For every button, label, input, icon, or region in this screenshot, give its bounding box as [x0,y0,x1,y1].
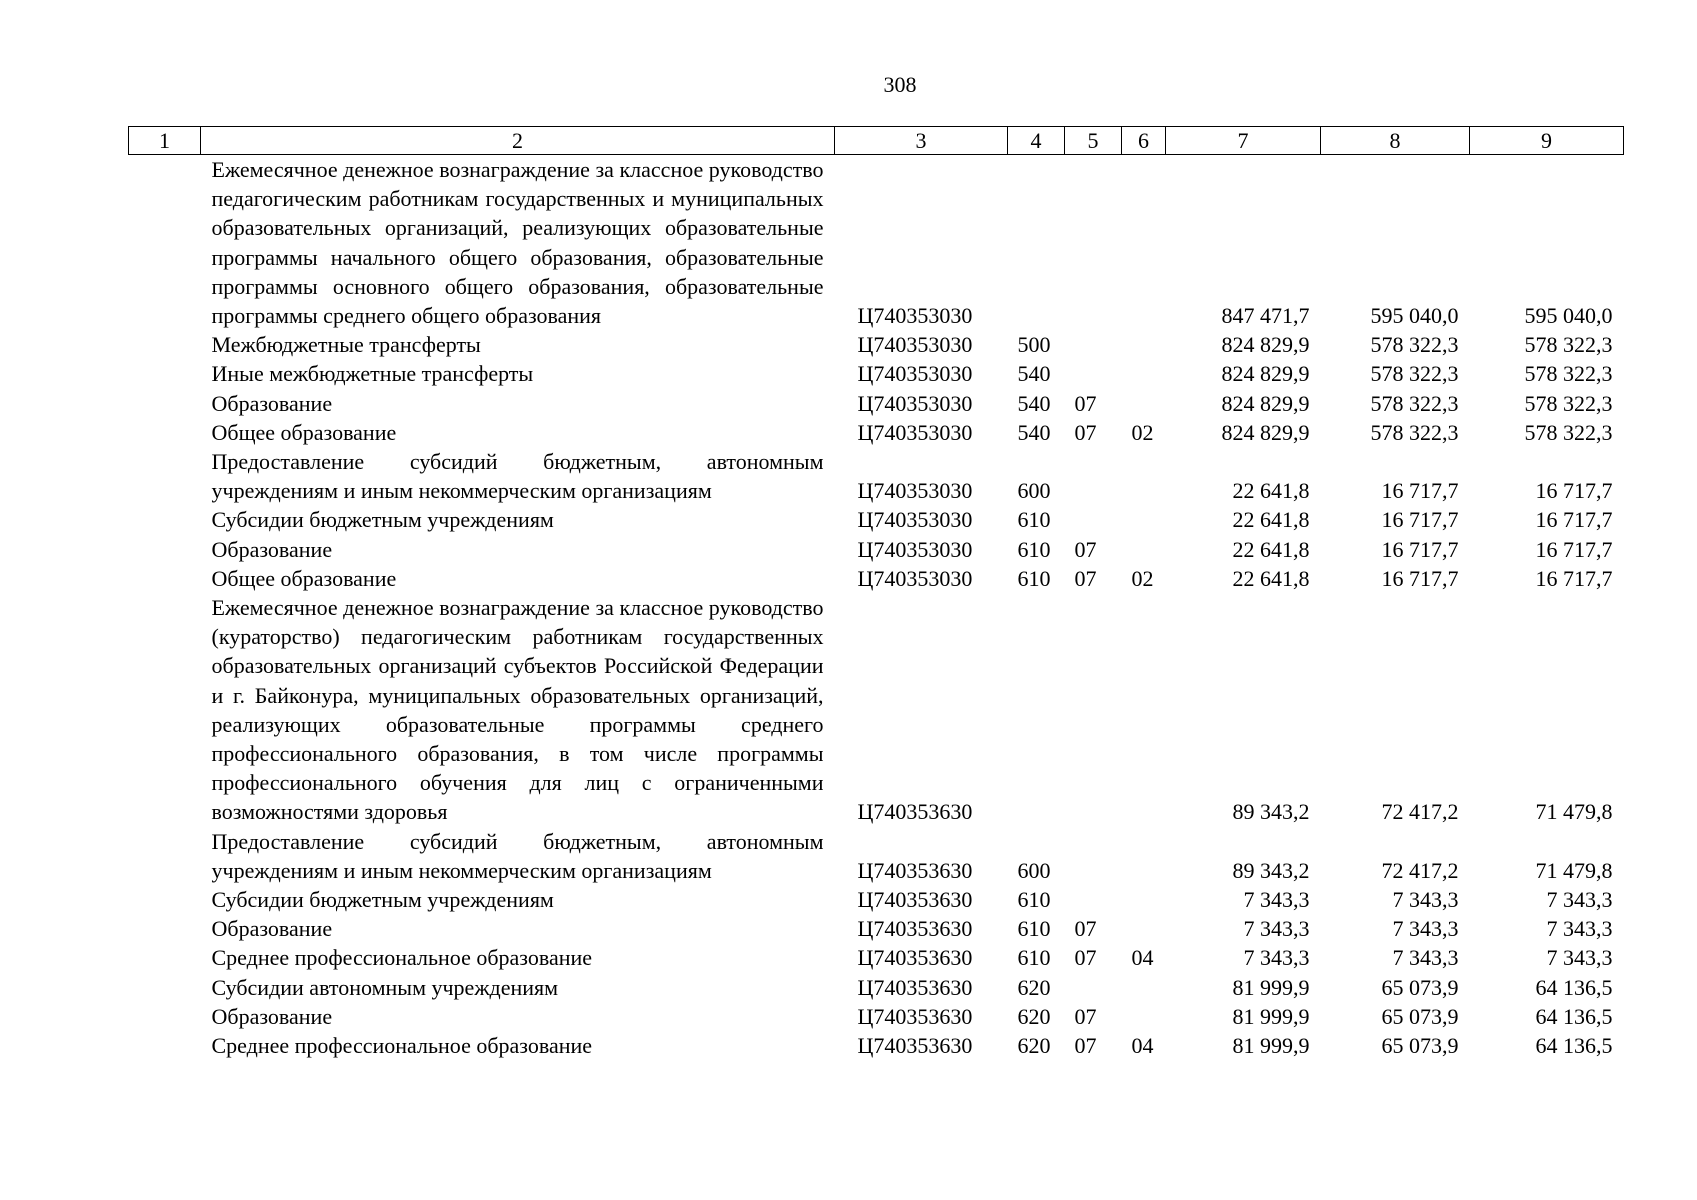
cell-amount-col7: 81 999,9 [1232,1003,1310,1029]
cell-target-code: Ц740353030 [857,390,973,416]
cell-amount-col7: 824 829,9 [1221,419,1310,445]
cell-expense-type: 610 [1017,887,1051,913]
cell-amount-col8: 65 073,9 [1381,1033,1459,1059]
cell-amount-col9: 16 717,7 [1535,507,1613,533]
cell-amount-col9: 7 343,3 [1546,916,1613,942]
cell-amount-col9: 7 343,3 [1546,945,1613,971]
cell-amount-col8: 578 322,3 [1370,419,1459,445]
table-row [129,535,1624,564]
cell-target-code: Ц740353030 [857,536,973,562]
cell-name: Межбюджетные трансферты [211,332,481,358]
table-row [129,827,1624,885]
cell-section: 07 [1074,536,1097,562]
cell-amount-col7: 7 343,3 [1243,916,1310,942]
cell-index [129,359,201,388]
table-row [129,885,1624,914]
cell-amount-col9: 71 479,8 [1535,799,1613,825]
cell-amount-col8: 595 040,0 [1370,303,1459,329]
cell-amount-col9: 578 322,3 [1524,361,1613,387]
cell-section: 07 [1074,565,1097,591]
cell-name: Субсидии бюджетным учреждениям [211,507,554,533]
cell-section: 07 [1074,1033,1097,1059]
cell-subsection [1122,593,1166,827]
cell-amount-col7: 824 829,9 [1221,332,1310,358]
cell-index [129,505,201,534]
cell-target-code: Ц740353030 [857,478,973,504]
cell-amount-col7: 81 999,9 [1232,974,1310,1000]
cell-subsection [1122,885,1166,914]
cell-target-code: Ц740353630 [857,1033,973,1059]
cell-amount-col7: 81 999,9 [1232,1033,1310,1059]
table-row [129,914,1624,943]
table-row [129,943,1624,972]
table-row [129,1002,1624,1031]
cell-section [1065,593,1122,827]
cell-section [1065,505,1122,534]
cell-amount-col9: 578 322,3 [1524,419,1613,445]
cell-section: 07 [1074,419,1097,445]
cell-name: Предоставление субсидий бюджетным, автономным учреждениям и иным некоммерческим организациям [211,449,824,504]
cell-amount-col9: 578 322,3 [1524,332,1613,358]
cell-amount-col8: 16 717,7 [1381,536,1459,562]
cell-expense-type [1008,593,1065,827]
cell-amount-col8: 7 343,3 [1392,887,1459,913]
cell-target-code: Ц740353030 [857,507,973,533]
cell-index [129,914,201,943]
cell-amount-col8: 16 717,7 [1381,507,1459,533]
cell-expense-type: 610 [1017,916,1051,942]
cell-name: Субсидии бюджетным учреждениям [211,887,554,913]
cell-amount-col9: 64 136,5 [1535,1003,1613,1029]
cell-name: Среднее профессиональное образование [211,945,593,971]
cell-amount-col7: 89 343,2 [1232,799,1310,825]
cell-target-code: Ц740353630 [857,1003,973,1029]
cell-index [129,827,201,885]
cell-amount-col8: 72 417,2 [1381,857,1459,883]
cell-expense-type: 500 [1017,332,1051,358]
cell-section [1065,330,1122,359]
cell-index [129,943,201,972]
header-col-8: 8 [1321,127,1470,155]
cell-expense-type: 600 [1017,857,1051,883]
cell-name: Общее образование [211,565,397,591]
cell-amount-col9: 578 322,3 [1524,390,1613,416]
header-col-7: 7 [1166,127,1321,155]
cell-subsection [1122,827,1166,885]
table-row [129,418,1624,447]
cell-name: Общее образование [211,419,397,445]
cell-name: Субсидии автономным учреждениям [211,974,559,1000]
cell-subsection: 04 [1131,1033,1154,1059]
cell-amount-col7: 824 829,9 [1221,361,1310,387]
cell-subsection [1122,914,1166,943]
cell-amount-col7: 22 641,8 [1232,536,1310,562]
cell-amount-col9: 16 717,7 [1535,536,1613,562]
cell-section: 07 [1074,916,1097,942]
cell-amount-col8: 72 417,2 [1381,799,1459,825]
cell-amount-col9: 64 136,5 [1535,974,1613,1000]
cell-index [129,535,201,564]
cell-index [129,389,201,418]
cell-expense-type: 610 [1017,565,1051,591]
cell-expense-type: 600 [1017,478,1051,504]
cell-index [129,1002,201,1031]
cell-amount-col8: 7 343,3 [1392,945,1459,971]
cell-section [1065,885,1122,914]
cell-amount-col8: 578 322,3 [1370,390,1459,416]
cell-section [1065,447,1122,505]
table-row [129,1031,1624,1060]
cell-amount-col8: 65 073,9 [1381,1003,1459,1029]
cell-amount-col7: 22 641,8 [1232,478,1310,504]
header-row [129,127,1624,155]
cell-subsection [1122,505,1166,534]
cell-name: Образование [211,916,333,942]
cell-subsection: 04 [1131,945,1154,971]
cell-section [1065,155,1122,331]
cell-subsection [1122,389,1166,418]
cell-expense-type: 610 [1017,507,1051,533]
cell-amount-col8: 7 343,3 [1392,916,1459,942]
cell-name: Образование [211,390,333,416]
cell-expense-type: 620 [1017,974,1051,1000]
cell-target-code: Ц740353030 [857,332,973,358]
table-row [129,447,1624,505]
table-row [129,155,1624,331]
cell-section: 07 [1074,945,1097,971]
cell-index [129,593,201,827]
cell-expense-type: 620 [1017,1033,1051,1059]
cell-amount-col9: 7 343,3 [1546,887,1613,913]
cell-target-code: Ц740353030 [857,303,973,329]
cell-name: Образование [211,536,333,562]
cell-index [129,1031,201,1060]
cell-subsection [1122,447,1166,505]
cell-name: Среднее профессиональное образование [211,1033,593,1059]
cell-section: 07 [1074,1003,1097,1029]
table-row [129,359,1624,388]
cell-index [129,418,201,447]
budget-table [128,126,1624,1060]
header-col-5: 5 [1065,127,1122,155]
cell-target-code: Ц740353030 [857,419,973,445]
header-col-3: 3 [835,127,1008,155]
page-number: 308 [883,72,917,97]
header-col-4: 4 [1008,127,1065,155]
cell-expense-type: 620 [1017,1003,1051,1029]
cell-target-code: Ц740353630 [857,916,973,942]
cell-subsection [1122,973,1166,1002]
cell-subsection: 02 [1131,565,1154,591]
table-row [129,564,1624,593]
cell-index [129,885,201,914]
table-header [129,127,1624,155]
cell-amount-col7: 22 641,8 [1232,565,1310,591]
cell-target-code: Ц740353630 [857,945,973,971]
cell-section [1065,827,1122,885]
table-row [129,330,1624,359]
cell-amount-col7: 7 343,3 [1243,887,1310,913]
cell-expense-type: 540 [1017,390,1051,416]
cell-target-code: Ц740353630 [857,799,973,825]
cell-subsection [1122,535,1166,564]
table-row [129,973,1624,1002]
cell-amount-col7: 824 829,9 [1221,390,1310,416]
cell-expense-type: 610 [1017,945,1051,971]
cell-index [129,564,201,593]
cell-expense-type: 540 [1017,419,1051,445]
cell-target-code: Ц740353630 [857,857,973,883]
cell-index [129,447,201,505]
cell-expense-type [1008,155,1065,331]
header-col-1: 1 [129,127,201,155]
cell-amount-col9: 16 717,7 [1535,478,1613,504]
cell-amount-col7: 847 471,7 [1221,303,1310,329]
cell-subsection: 02 [1131,419,1154,445]
cell-subsection [1122,1002,1166,1031]
cell-name: Образование [211,1003,333,1029]
cell-subsection [1122,155,1166,331]
cell-amount-col9: 64 136,5 [1535,1033,1613,1059]
cell-index [129,973,201,1002]
header-col-9: 9 [1470,127,1624,155]
cell-amount-col8: 578 322,3 [1370,361,1459,387]
cell-index [129,330,201,359]
cell-amount-col8: 578 322,3 [1370,332,1459,358]
cell-target-code: Ц740353030 [857,361,973,387]
cell-amount-col9: 71 479,8 [1535,857,1613,883]
cell-subsection [1122,359,1166,388]
cell-target-code: Ц740353630 [857,974,973,1000]
table-row [129,593,1624,827]
table-row [129,505,1624,534]
table-body [129,155,1624,1061]
cell-amount-col9: 595 040,0 [1524,303,1613,329]
cell-expense-type: 610 [1017,536,1051,562]
header-col-6: 6 [1122,127,1166,155]
cell-target-code: Ц740353630 [857,887,973,913]
cell-subsection [1122,330,1166,359]
cell-section [1065,359,1122,388]
cell-amount-col7: 89 343,2 [1232,857,1310,883]
cell-name: Ежемесячное денежное вознаграждение за классное руководство (кураторство) педагогическим работникам государственных образовательных организаций субъектов Российской Федерации и г. Байконура, муниципальных образовательных организаций, реализующих образовательные программы среднего профессионального образования, в том числе программы профессионального обучения для лиц с ограниченными возможностями здоровья [211,595,824,825]
cell-index [129,155,201,331]
header-col-2: 2 [201,127,835,155]
cell-name: Предоставление субсидий бюджетным, автономным учреждениям и иным некоммерческим организациям [211,828,824,883]
cell-name: Иные межбюджетные трансферты [211,361,534,387]
cell-amount-col8: 16 717,7 [1381,565,1459,591]
cell-amount-col7: 7 343,3 [1243,945,1310,971]
cell-target-code: Ц740353030 [857,565,973,591]
cell-amount-col8: 16 717,7 [1381,478,1459,504]
cell-section [1065,973,1122,1002]
table-row [129,389,1624,418]
cell-section: 07 [1074,390,1097,416]
cell-expense-type: 540 [1017,361,1051,387]
cell-amount-col9: 16 717,7 [1535,565,1613,591]
cell-amount-col8: 65 073,9 [1381,974,1459,1000]
cell-amount-col7: 22 641,8 [1232,507,1310,533]
cell-name: Ежемесячное денежное вознаграждение за классное руководство педагогическим работникам государственных и муниципальных образовательных организаций, реализующих образовательные программы начального общего образования, образовательные программы основного общего образования, образовательные программы среднего общего образования [211,157,824,329]
